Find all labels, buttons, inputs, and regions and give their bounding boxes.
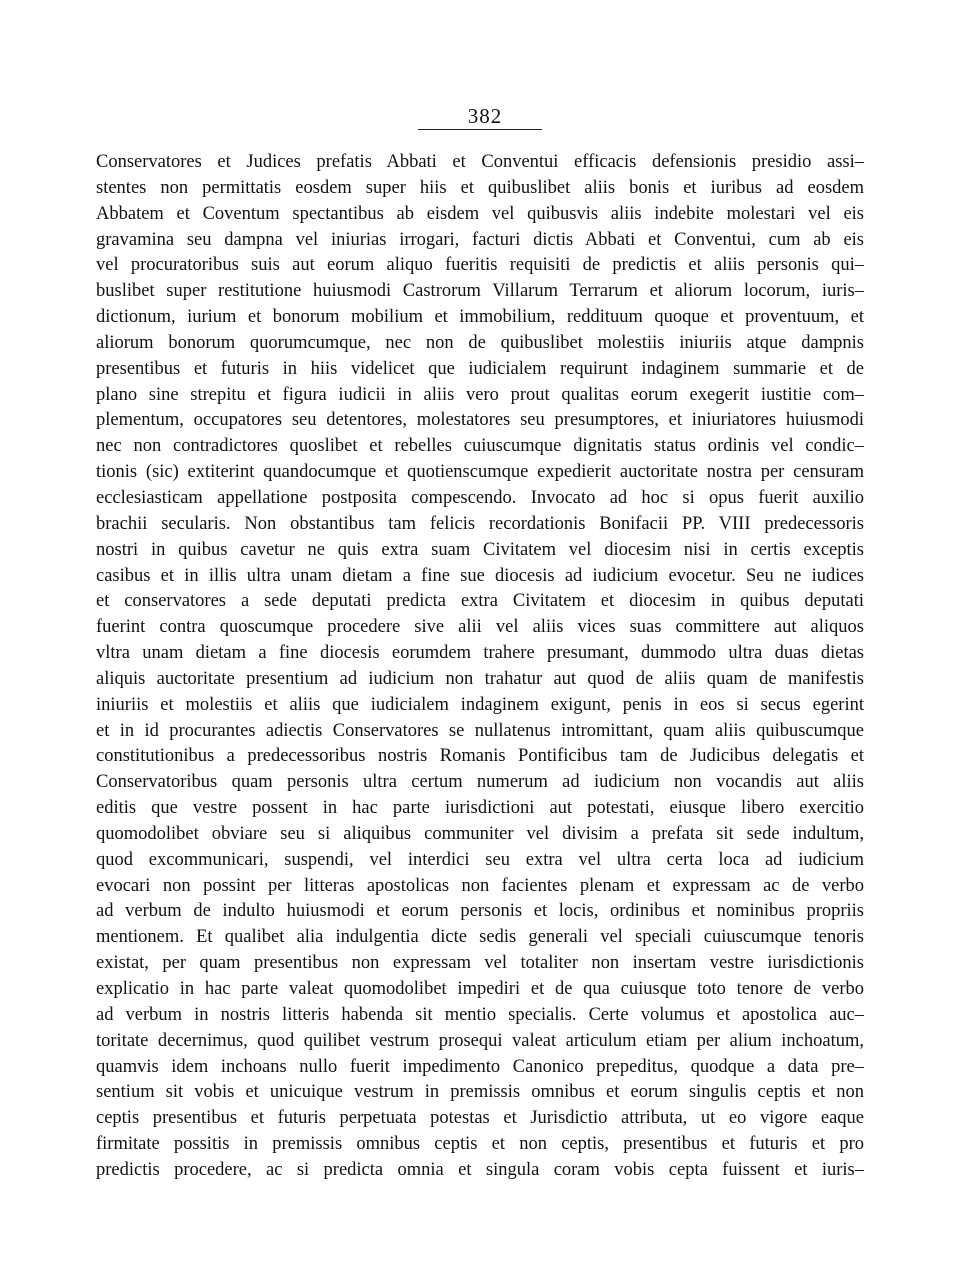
text-line: vltra unam dietam a fine diocesis eorumdem trahere presumant, dummodo ultra duas dietas (96, 643, 864, 664)
header-rule (418, 129, 542, 130)
text-line: evocari non possint per litteras apostolicas non facientes plenam et expressam ac de verbo (96, 875, 864, 896)
text-line: et conservatores a sede deputati predicta extra Civitatem et diocesim in quibus deputati (96, 591, 864, 612)
text-line: explicatio in hac parte valeat quomodolibet impediri et de qua cuiusque toto tenore de verbo (96, 979, 864, 999)
text-line: aliorum bonorum quorumcumque, nec non de quibuslibet molestiis iniuriis atque dampnis (96, 332, 864, 353)
text-line: plano sine strepitu et figura iudicii in aliis vero prout qualitas eorum exegerit iustitie com– (96, 384, 864, 405)
page-number: 382 (467, 104, 503, 128)
text-line: fuerint contra quoscumque procedere sive alii vel aliis vices suas committere aut aliquos (96, 617, 864, 638)
text-line: ad verbum de indulto huiusmodi et eorum personis et locis, ordinibus et nominibus propriis (96, 901, 864, 922)
text-line: iniuriis et molestiis et aliis que iudicialem indaginem exigunt, penis in eos si secus egerint (96, 694, 864, 715)
text-line: aliquis auctoritate presentium ad iudicium non trahatur aut quod de aliis quam de manifestis (96, 668, 864, 689)
body-text (96, 150, 864, 1184)
text-line: brachii secularis. Non obstantibus tam felicis recordationis Bonifacii PP. VIII predecessoris (96, 513, 864, 534)
text-line: buslibet super restitutione huiusmodi Castrorum Villarum Terrarum et aliorum locorum, iuris– (96, 281, 864, 302)
text-line: Abbatem et Coventum spectantibus ab eisdem vel quibusvis aliis indebite molestari vel eis (96, 203, 864, 224)
text-line: quod excommunicari, suspendi, vel interdici seu extra vel ultra certa loca ad iudicium (96, 849, 864, 870)
text-line: ad verbum in nostris litteris habenda sit mentio specialis. Certe volumus et apostolica auc– (96, 1004, 864, 1025)
text-line: quomodolibet obviare seu si aliquibus communiter vel divisim a prefata sit sede indultum, (96, 823, 864, 844)
text-line: editis que vestre possent in hac parte iurisdictioni aut potestati, eiusque libero exercitio (96, 798, 864, 819)
text-line: casibus et in illis ultra unam dietam a fine sue diocesis ad iudicium evocetur. Seu ne iudices (96, 565, 864, 586)
text-line: firmitate possitis in premissis omnibus ceptis et non ceptis, presentibus et futuris et pro (96, 1134, 864, 1155)
text-line: presentibus et futuris in hiis videlicet que iudicialem requirunt indaginem summarie et de (96, 358, 864, 379)
text-line: Conservatoribus quam personis ultra certum numerum ad iudicium non vocandis aut aliis (96, 772, 864, 793)
text-line: vel procuratoribus suis aut eorum aliquo fueritis requisiti de predictis et aliis personis qui– (96, 255, 864, 276)
text-line: tionis (sic) extiterint quandocumque et quotienscumque expedierit auctoritate nostra per censuram (96, 462, 864, 483)
text-line: stentes non permittatis eosdem super hiis et quibuslibet aliis bonis et iuribus ad eosdem (96, 177, 864, 198)
text-line: mentionem. Et qualibet alia indulgentia dicte sedis generali vel speciali cuiuscumque tenoris (96, 927, 864, 948)
text-line: predictis procedere, ac si predicta omnia et singula coram vobis cepta fuissent et iuris– (96, 1159, 864, 1180)
text-line: toritate decernimus, quod quilibet vestrum prosequi valeat articulum etiam per alium inchoatum, (96, 1030, 864, 1051)
text-line: plementum, occupatores seu detentores, molestatores seu presumptores, et iniuriatores huiusmodi (96, 410, 864, 431)
text-line: quamvis idem inchoans nullo fuerit impedimento Canonico prepeditus, quodque a data pre– (96, 1056, 864, 1077)
text-line: nec non contradictores quoslibet et rebelles cuiuscumque dignitatis status ordinis vel condic– (96, 436, 864, 457)
text-line: nostri in quibus cavetur ne quis extra suam Civitatem vel diocesim nisi in certis exceptis (96, 539, 864, 560)
text-line: ceptis presentibus et futuris perpetuata potestas et Jurisdictio attributa, ut eo vigore eaque (96, 1108, 864, 1129)
text-line: dictionum, iurium et bonorum mobilium et immobilium, reddituum quoque et proventuum, et (96, 307, 864, 328)
text-line: ecclesiasticam appellatione postposita compescendo. Invocato ad hoc si opus fuerit auxilio (96, 487, 864, 508)
text-line: constitutionibus a predecessoribus nostris Romanis Pontificibus tam de Judicibus delegatis et (96, 746, 864, 767)
text-line: gravamina seu dampna vel iniurias irrogari, facturi dictis Abbati et Conventui, cum ab eis (96, 229, 864, 250)
text-line: et in id procurantes adiectis Conservatores se nullatenus intromittant, quam aliis quibuscumque (96, 720, 864, 741)
text-line: Conservatores et Judices prefatis Abbati et Conventui efficacis defensionis presidio assi– (96, 152, 864, 172)
text-line: existat, per quam presentibus non expressam vel totaliter non insertam vestre iurisdictionis (96, 953, 864, 974)
text-line: sentium sit vobis et unicuique vestrum in premissis omnibus et eorum singulis ceptis et non (96, 1082, 864, 1103)
